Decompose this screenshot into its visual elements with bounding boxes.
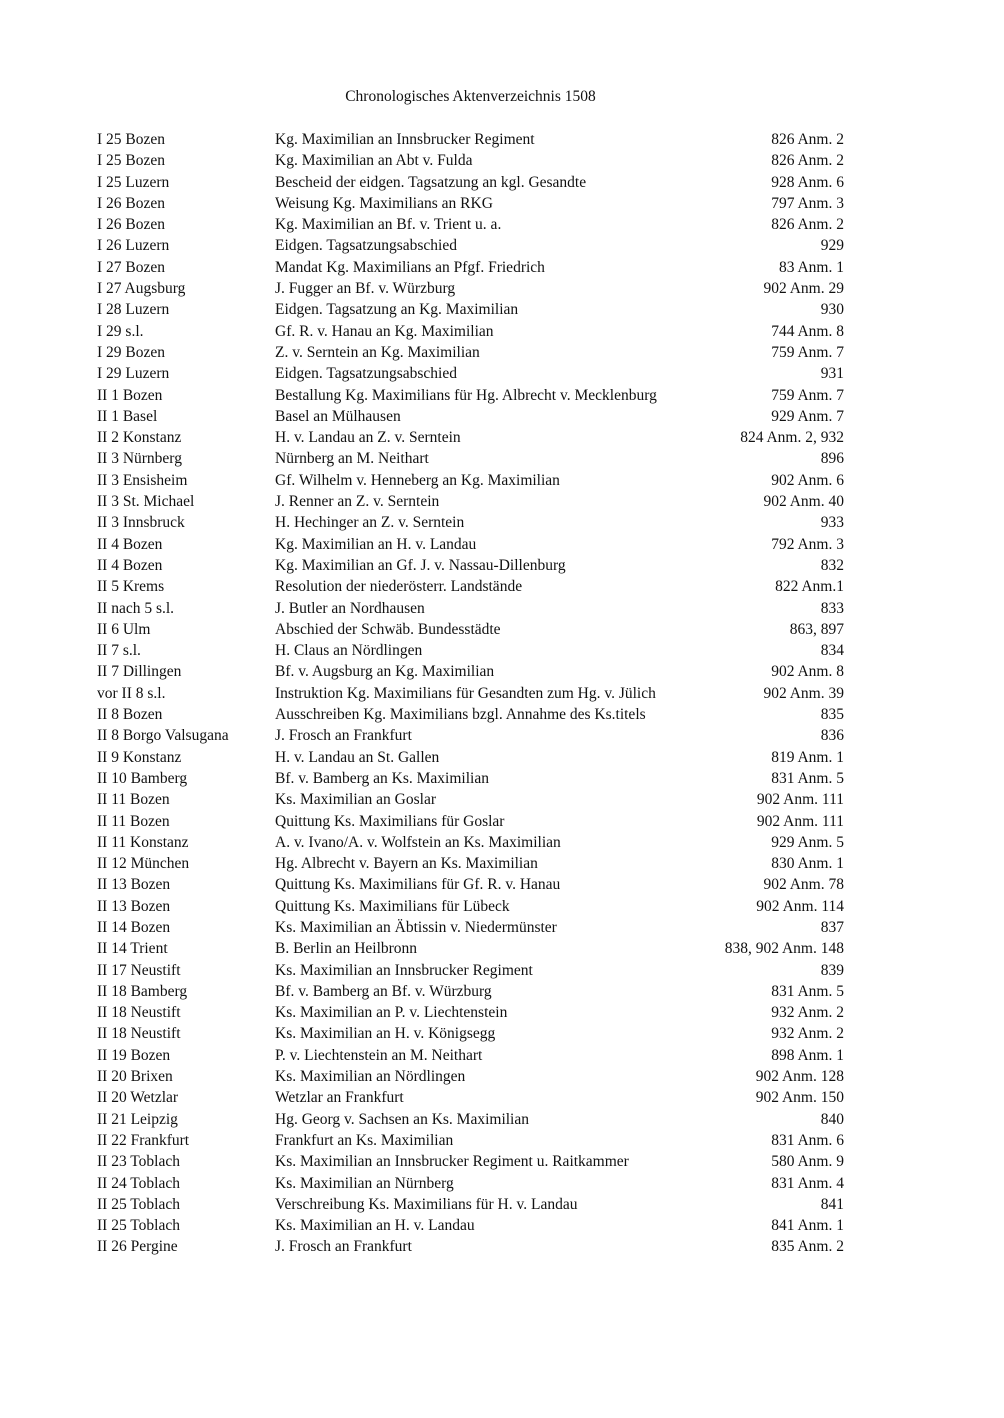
row-page-reference: 902 Anm. 6 [771, 471, 844, 489]
row-date-place: I 27 Augsburg [97, 280, 186, 298]
table-row [97, 555, 844, 576]
row-page-reference: 831 Anm. 4 [771, 1174, 844, 1192]
row-page-reference: 831 Anm. 6 [771, 1131, 844, 1149]
row-description: Eidgen. Tagsatzung an Kg. Maximilian [275, 301, 519, 319]
table-row [97, 938, 844, 959]
row-description: Frankfurt an Ks. Maximilian [275, 1131, 454, 1149]
row-page-reference: 840 [820, 1110, 844, 1128]
row-description: H. v. Landau an Z. v. Serntein [275, 429, 461, 447]
row-page-reference: 902 Anm. 29 [763, 280, 844, 298]
table-row [97, 1045, 844, 1066]
table-row [97, 321, 844, 342]
row-page-reference: 841 [820, 1195, 844, 1213]
row-description: Kg. Maximilian an Bf. v. Trient u. a. [275, 216, 502, 234]
row-description: Ks. Maximilian an Nürnberg [275, 1174, 454, 1192]
row-page-reference: 831 Anm. 5 [771, 982, 844, 1000]
row-description: Ks. Maximilian an Nördlingen [275, 1068, 466, 1086]
row-date-place: II 1 Basel [97, 407, 158, 425]
row-page-reference: 792 Anm. 3 [771, 535, 844, 553]
row-description: Quittung Ks. Maximilians für Gf. R. v. Hanau [275, 876, 561, 894]
row-date-place: II 12 München [97, 855, 190, 873]
table-row [97, 534, 844, 555]
row-page-reference: 797 Anm. 3 [771, 194, 844, 212]
row-description: A. v. Ivano/A. v. Wolfstein an Ks. Maximilian [275, 833, 561, 851]
row-description: Nürnberg an M. Neithart [275, 450, 429, 468]
row-description: Quittung Ks. Maximilians für Lübeck [275, 897, 510, 915]
row-date-place: II 26 Pergine [97, 1238, 178, 1256]
table-row [97, 683, 844, 704]
row-page-reference: 902 Anm. 40 [763, 493, 844, 511]
row-description: Basel an Mülhausen [275, 407, 401, 425]
table-row [97, 747, 844, 768]
row-page-reference: 835 Anm. 2 [771, 1238, 844, 1256]
row-page-reference: 824 Anm. 2, 932 [740, 429, 844, 447]
row-description: Gf. R. v. Hanau an Kg. Maximilian [275, 322, 494, 340]
row-description: Bf. v. Bamberg an Ks. Maximilian [275, 769, 489, 787]
row-page-reference: 930 [820, 301, 844, 319]
row-date-place: II 9 Konstanz [97, 748, 182, 766]
page-title: Chronologisches Aktenverzeichnis 1508 [345, 88, 596, 105]
row-page-reference: 929 Anm. 5 [771, 833, 844, 851]
table-row [97, 725, 844, 746]
table-row [97, 640, 844, 661]
row-page-reference: 902 Anm. 8 [771, 663, 844, 681]
row-description: J. Butler an Nordhausen [275, 599, 425, 617]
row-description: Bf. v. Bamberg an Bf. v. Würzburg [275, 982, 492, 1000]
row-description: Ks. Maximilian an Äbtissin v. Niedermünster [275, 918, 557, 936]
table-row [97, 1066, 844, 1087]
row-description: Hg. Albrecht v. Bayern an Ks. Maximilian [275, 855, 538, 873]
row-page-reference: 744 Anm. 8 [771, 322, 844, 340]
row-date-place: II 2 Konstanz [97, 429, 182, 447]
row-date-place: II 18 Bamberg [97, 982, 188, 1000]
table-row [97, 193, 844, 214]
row-page-reference: 902 Anm. 114 [756, 897, 844, 915]
row-page-reference: 896 [820, 450, 844, 468]
table-row [97, 832, 844, 853]
row-date-place: vor II 8 s.l. [97, 684, 166, 702]
row-date-place: II 25 Toblach [97, 1217, 180, 1235]
row-description: Kg. Maximilian an H. v. Landau [275, 535, 477, 553]
row-date-place: II 7 s.l. [97, 642, 141, 660]
row-page-reference: 831 Anm. 5 [771, 769, 844, 787]
table-row [97, 172, 844, 193]
row-date-place: II 21 Leipzig [97, 1110, 178, 1128]
table-row [97, 1130, 844, 1151]
row-description: Z. v. Serntein an Kg. Maximilian [275, 343, 480, 361]
row-page-reference: 832 [820, 556, 844, 574]
table-row [97, 661, 844, 682]
table-row [97, 853, 844, 874]
row-date-place: II 20 Brixen [97, 1068, 173, 1086]
row-page-reference: 835 [820, 706, 844, 724]
row-page-reference: 826 Anm. 2 [771, 152, 844, 170]
row-description: Resolution der niederösterr. Landstände [275, 578, 523, 596]
table-row [97, 789, 844, 810]
row-date-place: II 24 Toblach [97, 1174, 180, 1192]
row-description: H. v. Landau an St. Gallen [275, 748, 440, 766]
row-description: Bescheid der eidgen. Tagsatzung an kgl. Gesandte [275, 173, 587, 191]
row-description: Kg. Maximilian an Innsbrucker Regiment [275, 131, 535, 148]
row-page-reference: 928 Anm. 6 [771, 173, 844, 191]
row-description: B. Berlin an Heilbronn [275, 940, 418, 958]
table-row [97, 448, 844, 469]
row-date-place: II 11 Bozen [97, 791, 170, 809]
row-description: Weisung Kg. Maximilians an RKG [275, 194, 493, 212]
table-row [97, 512, 844, 533]
row-date-place: II 10 Bamberg [97, 769, 188, 787]
row-description: H. Claus an Nördlingen [275, 642, 423, 660]
row-description: Wetzlar an Frankfurt [275, 1089, 404, 1107]
table-row [97, 1023, 844, 1044]
row-description: Gf. Wilhelm v. Henneberg an Kg. Maximilian [275, 471, 560, 489]
row-page-reference: 580 Anm. 9 [771, 1153, 844, 1171]
row-date-place: II 8 Bozen [97, 706, 163, 724]
row-page-reference: 932 Anm. 2 [771, 1025, 844, 1043]
row-description: Mandat Kg. Maximilians an Pfgf. Friedrich [275, 258, 545, 276]
row-date-place: II 4 Bozen [97, 556, 163, 574]
row-page-reference: 826 Anm. 2 [771, 131, 844, 148]
row-page-reference: 933 [820, 514, 844, 532]
table-row [97, 1087, 844, 1108]
row-page-reference: 902 Anm. 128 [755, 1068, 844, 1086]
row-description: J. Frosch an Frankfurt [275, 1238, 412, 1256]
row-page-reference: 841 Anm. 1 [771, 1217, 844, 1235]
row-date-place: I 25 Bozen [97, 131, 166, 148]
row-date-place: I 27 Bozen [97, 258, 166, 276]
table-row [97, 491, 844, 512]
row-date-place: II 14 Bozen [97, 918, 171, 936]
row-page-reference: 759 Anm. 7 [771, 343, 844, 361]
row-page-reference: 902 Anm. 39 [763, 684, 844, 702]
row-page-reference: 822 Anm.1 [775, 578, 844, 596]
row-page-reference: 902 Anm. 111 [756, 812, 844, 830]
row-date-place: II 13 Bozen [97, 897, 171, 915]
row-page-reference: 826 Anm. 2 [771, 216, 844, 234]
row-description: Instruktion Kg. Maximilians für Gesandten zum Hg. v. Jülich [275, 684, 656, 702]
table-row [97, 1215, 844, 1236]
row-date-place: II 20 Wetzlar [97, 1089, 179, 1107]
row-description: Ausschreiben Kg. Maximilians bzgl. Annahme des Ks.titels [275, 706, 646, 724]
row-date-place: II 25 Toblach [97, 1195, 180, 1213]
index-table [97, 129, 844, 1258]
row-page-reference: 932 Anm. 2 [771, 1004, 844, 1022]
row-description: Hg. Georg v. Sachsen an Ks. Maximilian [275, 1110, 529, 1128]
row-date-place: I 25 Bozen [97, 152, 166, 170]
table-row [97, 1002, 844, 1023]
row-description: Ks. Maximilian an Goslar [275, 791, 437, 809]
table-row [97, 129, 844, 150]
row-date-place: II 8 Borgo Valsugana [97, 727, 229, 745]
row-description: Ks. Maximilian an H. v. Königsegg [275, 1025, 496, 1043]
row-date-place: II 14 Trient [97, 940, 168, 958]
row-description: Quittung Ks. Maximilians für Goslar [275, 812, 505, 830]
row-description: Eidgen. Tagsatzungsabschied [275, 365, 457, 383]
row-page-reference: 830 Anm. 1 [771, 855, 844, 873]
table-row [97, 278, 844, 299]
row-page-reference: 83 Anm. 1 [778, 258, 844, 276]
table-row [97, 981, 844, 1002]
row-description: Kg. Maximilian an Gf. J. v. Nassau-Dillenburg [275, 556, 566, 574]
row-date-place: II 22 Frankfurt [97, 1131, 190, 1149]
table-row [97, 1236, 844, 1257]
table-row [97, 257, 844, 278]
row-description: Ks. Maximilian an Innsbrucker Regiment u. Raitkammer [275, 1153, 629, 1171]
row-date-place: I 26 Bozen [97, 216, 166, 234]
table-row [97, 1173, 844, 1194]
row-description: H. Hechinger an Z. v. Serntein [275, 514, 465, 532]
row-date-place: II 3 Ensisheim [97, 471, 188, 489]
text-block [97, 86, 844, 1258]
table-row [97, 1109, 844, 1130]
row-page-reference: 839 [820, 961, 844, 979]
row-date-place: II 4 Bozen [97, 535, 163, 553]
row-description: Ks. Maximilian an H. v. Landau [275, 1217, 475, 1235]
row-date-place: II 6 Ulm [97, 620, 151, 638]
row-page-reference: 837 [820, 918, 844, 936]
table-row [97, 470, 844, 491]
table-row [97, 917, 844, 938]
row-date-place: I 29 Bozen [97, 343, 166, 361]
table-row [97, 960, 844, 981]
row-date-place: II 19 Bozen [97, 1046, 171, 1064]
row-description: Kg. Maximilian an Abt v. Fulda [275, 152, 473, 170]
row-date-place: II 11 Konstanz [97, 833, 189, 851]
row-page-reference: 931 [820, 365, 844, 383]
row-date-place: I 25 Luzern [97, 173, 170, 191]
row-description: Abschied der Schwäb. Bundesstädte [275, 620, 501, 638]
table-row [97, 576, 844, 597]
row-date-place: II 23 Toblach [97, 1153, 180, 1171]
table-row [97, 811, 844, 832]
row-page-reference: 833 [820, 599, 844, 617]
table-row [97, 1151, 844, 1172]
row-date-place: II 18 Neustift [97, 1004, 181, 1022]
row-date-place: I 29 Luzern [97, 365, 170, 383]
row-page-reference: 902 Anm. 78 [763, 876, 844, 894]
row-page-reference: 863, 897 [789, 620, 844, 638]
row-description: Ks. Maximilian an P. v. Liechtenstein [275, 1004, 508, 1022]
row-description: P. v. Liechtenstein an M. Neithart [275, 1046, 483, 1064]
row-date-place: II 3 Nürnberg [97, 450, 182, 468]
row-description: Verschreibung Ks. Maximilians für H. v. Landau [275, 1195, 578, 1213]
table-row [97, 342, 844, 363]
row-page-reference: 834 [820, 642, 844, 660]
row-page-reference: 902 Anm. 111 [756, 791, 844, 809]
row-page-reference: 838, 902 Anm. 148 [724, 940, 844, 958]
row-description: Bestallung Kg. Maximilians für Hg. Albrecht v. Mecklenburg [275, 386, 657, 404]
row-date-place: II 17 Neustift [97, 961, 181, 979]
row-date-place: II 13 Bozen [97, 876, 171, 894]
row-description: Ks. Maximilian an Innsbrucker Regiment [275, 961, 533, 979]
table-row [97, 598, 844, 619]
table-row [97, 1194, 844, 1215]
row-description: J. Fugger an Bf. v. Würzburg [275, 280, 456, 298]
row-date-place: I 29 s.l. [97, 322, 144, 340]
table-row [97, 406, 844, 427]
row-page-reference: 929 Anm. 7 [771, 407, 844, 425]
row-date-place: I 28 Luzern [97, 301, 170, 319]
row-page-reference: 819 Anm. 1 [771, 748, 844, 766]
table-row [97, 896, 844, 917]
row-page-reference: 929 [820, 237, 844, 255]
table-row [97, 874, 844, 895]
row-date-place: II 1 Bozen [97, 386, 163, 404]
table-row [97, 214, 844, 235]
row-page-reference: 902 Anm. 150 [755, 1089, 844, 1107]
table-row [97, 385, 844, 406]
row-date-place: II 3 St. Michael [97, 493, 195, 511]
row-date-place: II 11 Bozen [97, 812, 170, 830]
row-description: Eidgen. Tagsatzungsabschied [275, 237, 457, 255]
row-date-place: II 18 Neustift [97, 1025, 181, 1043]
table-row [97, 299, 844, 320]
table-row [97, 235, 844, 256]
table-row [97, 150, 844, 171]
row-page-reference: 836 [820, 727, 844, 745]
table-row [97, 768, 844, 789]
table-row [97, 363, 844, 384]
row-description: Bf. v. Augsburg an Kg. Maximilian [275, 663, 495, 681]
table-row [97, 427, 844, 448]
row-date-place: I 26 Luzern [97, 237, 170, 255]
row-date-place: II 5 Krems [97, 578, 165, 596]
row-page-reference: 759 Anm. 7 [771, 386, 844, 404]
row-page-reference: 898 Anm. 1 [771, 1046, 844, 1064]
row-description: J. Renner an Z. v. Serntein [275, 493, 440, 511]
row-date-place: II nach 5 s.l. [97, 599, 175, 617]
table-row [97, 619, 844, 640]
table-row [97, 704, 844, 725]
row-description: J. Frosch an Frankfurt [275, 727, 412, 745]
row-date-place: I 26 Bozen [97, 194, 166, 212]
row-date-place: II 3 Innsbruck [97, 514, 185, 532]
row-date-place: II 7 Dillingen [97, 663, 182, 681]
